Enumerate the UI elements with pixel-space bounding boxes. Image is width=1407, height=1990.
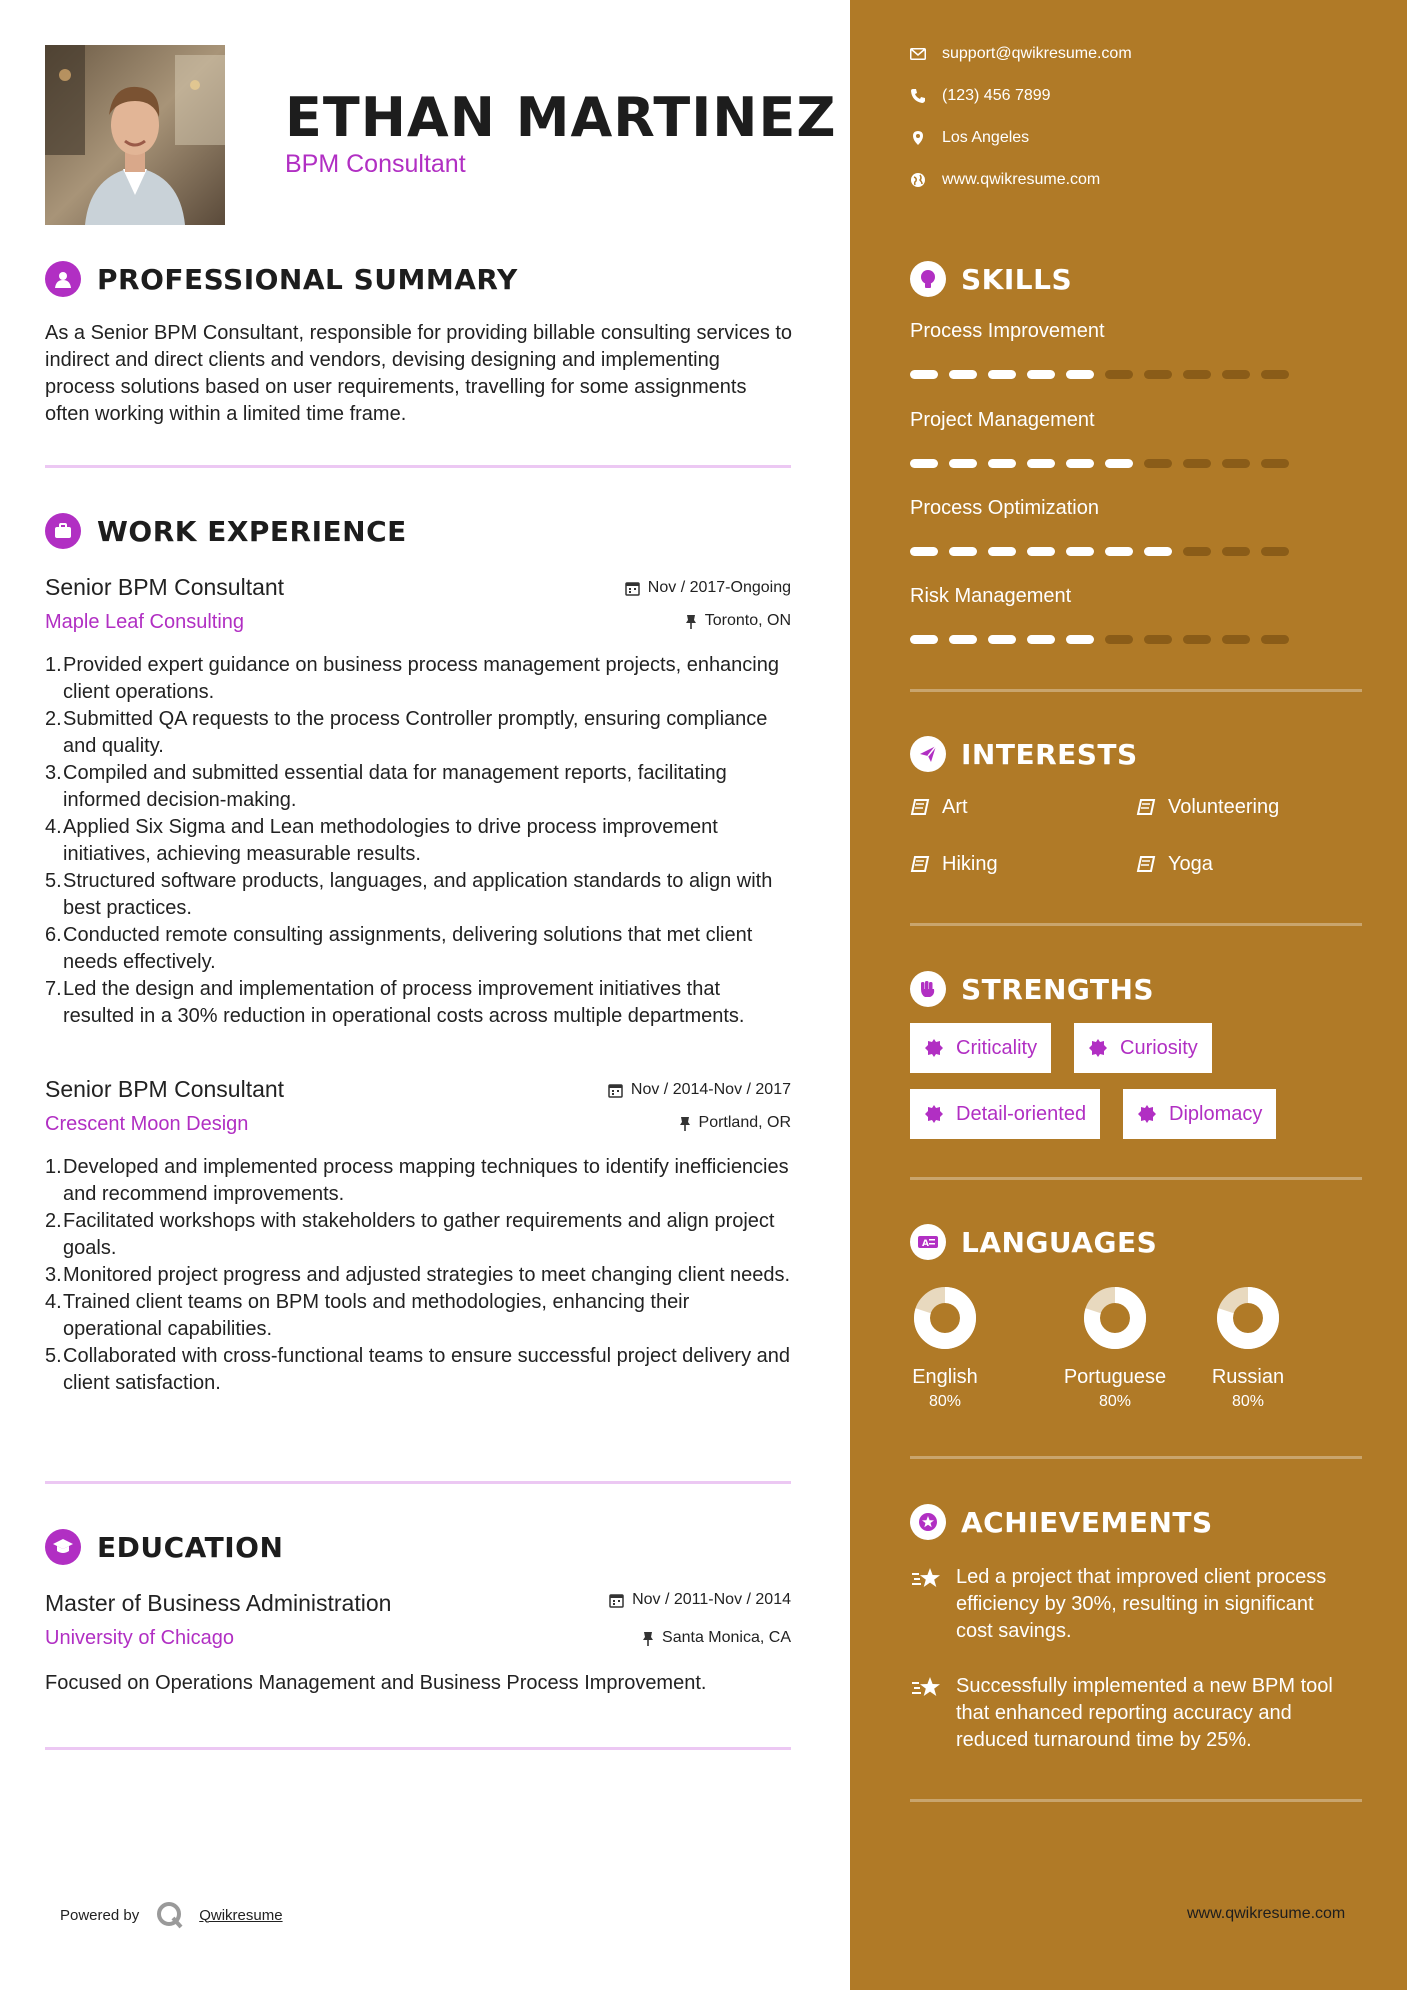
bullet-number: 2. [45,1210,62,1232]
languages-section-header [910,1222,1157,1262]
star-badge-icon [910,1504,946,1540]
job-dates: Nov / 2017-Ongoing [647,579,791,596]
bullet-number: 3. [45,762,62,784]
phone-text: (123) 456 7899 [942,87,1051,104]
skill-segment-filled [1066,635,1094,644]
skill-name: Project Management [910,409,1095,431]
skill-segment-filled [988,547,1016,556]
achievement-text: Successfully implemented a new BPM tool that enhanced reporting accuracy and reduced turnaround time by 25%. [956,1675,1333,1751]
candidate-name: ETHAN MARTINEZ [285,86,837,149]
skill-segment-filled [1027,635,1055,644]
skill-segment-filled [910,635,938,644]
pin-icon [642,1631,654,1646]
bullet-number: 1. [45,654,62,676]
education-description: Focused on Operations Management and Business Process Improvement. [45,1672,707,1694]
skill-level-bar [910,370,1330,379]
skill-name: Process Improvement [910,320,1105,342]
job-dates: Nov / 2014-Nov / 2017 [630,1081,791,1098]
job-location: Toronto, ON [704,612,791,629]
skill-item [910,409,1330,468]
lightbulb-icon [910,261,946,297]
skill-segment-filled [1105,547,1133,556]
skill-segment-filled [988,635,1016,644]
job-company: Maple Leaf Consulting [45,611,245,633]
skill-segment-empty [1261,459,1289,468]
book-icon [910,799,930,817]
contact-phone[interactable] [910,87,1051,105]
language-name: Portuguese [1063,1366,1167,1388]
bullet-item [45,1289,791,1343]
language-name: Russian [1211,1366,1285,1388]
shooting-star-icon [910,1566,946,1592]
skill-segment-empty [1222,635,1250,644]
skill-segment-filled [1066,370,1094,379]
language-proficiency-donut [1082,1285,1148,1351]
skill-level-bar [910,459,1330,468]
strength-label: Detail-oriented [956,1102,1087,1125]
language-name: English [912,1366,978,1388]
skill-segment-filled [988,459,1016,468]
divider [910,923,1362,926]
bullet-text: Monitored project progress and adjusted strategies to meet changing client needs. [63,1264,791,1286]
job-bullets [45,652,791,1030]
interest-item [1136,796,1279,819]
pin-icon [679,1116,691,1131]
skill-segment-filled [910,459,938,468]
contact-email[interactable] [910,45,1132,63]
skill-segment-filled [949,635,977,644]
bullet-text: Trained client teams on BPM tools and methodologies, enhancing their operational capabilities. [63,1291,690,1340]
skill-item [910,585,1330,644]
bullet-text: Led the design and implementation of process improvement initiatives that resulted in a 30% reduction in operational costs across multiple departments. [63,978,745,1027]
skill-segment-empty [1144,459,1172,468]
interest-label: Art [942,796,968,818]
job-company: Crescent Moon Design [45,1113,249,1135]
sidebar [850,0,1407,1990]
education-meta [609,1590,791,1661]
experience-heading: WORK EXPERIENCE [97,514,407,548]
bullet-item [45,976,791,1030]
bullet-item [45,1343,791,1397]
strength-tag [910,1023,1051,1073]
skill-segment-empty [1144,370,1172,379]
divider [910,689,1362,692]
graduation-cap-icon [45,1529,81,1565]
bullet-text: Applied Six Sigma and Lean methodologies to drive process improvement initiatives, achieving measurable results. [63,816,718,865]
bullet-number: 3. [45,1264,62,1286]
achievement-text: Led a project that improved client process efficiency by 30%, resulting in significant cost savings. [956,1566,1327,1642]
skill-segment-filled [949,547,977,556]
skill-segment-empty [1105,370,1133,379]
skill-segment-filled [1144,547,1172,556]
skill-name: Process Optimization [910,497,1099,519]
skill-segment-filled [1027,370,1055,379]
footer-website[interactable]: www.qwikresume.com [1187,1905,1346,1922]
powered-by-label: Powered by [60,1906,140,1924]
contact-location [910,129,1029,147]
skill-segment-filled [949,370,977,379]
achievement-item [910,1564,1350,1645]
job-entry [45,574,791,1030]
education-heading: EDUCATION [97,1530,284,1564]
school: University of Chicago [45,1627,234,1649]
divider [910,1456,1362,1459]
bullet-item [45,760,791,814]
paper-plane-icon [910,736,946,772]
bullet-item [45,922,791,976]
qwikresume-logo-icon [155,1900,185,1930]
skill-name: Risk Management [910,585,1072,607]
skill-level-bar [910,547,1330,556]
skill-segment-empty [1183,370,1211,379]
bullet-item [45,1208,791,1262]
skill-item [910,497,1330,556]
book-icon [910,856,930,874]
bullet-number: 5. [45,1345,62,1367]
strength-label: Criticality [956,1036,1038,1059]
strength-tag [1123,1089,1276,1139]
job-meta [608,1080,791,1146]
skill-segment-filled [1066,547,1094,556]
phone-icon [910,88,926,104]
skill-segment-empty [1105,635,1133,644]
strength-tag [910,1089,1100,1139]
bullet-item [45,814,791,868]
experience-section-header [45,511,407,551]
interests-section-header [910,734,1138,774]
badge-icon [1088,1038,1108,1058]
bullet-number: 4. [45,1291,62,1313]
svg-text:A: A [922,1239,929,1249]
skill-segment-filled [1066,459,1094,468]
bullet-item [45,1154,791,1208]
bullet-text: Facilitated workshops with stakeholders to gather requirements and align project goals. [63,1210,775,1259]
badge-icon [924,1104,944,1124]
job-bullets [45,1154,791,1397]
divider [910,1177,1362,1180]
bullet-item [45,652,791,706]
language-percent: 80% [928,1393,962,1410]
bullet-text: Developed and implemented process mapping techniques to identify inefficiencies and recommend improvements. [63,1156,789,1205]
envelope-icon [910,48,926,60]
skill-segment-empty [1222,459,1250,468]
bullet-number: 2. [45,708,62,730]
shooting-star-icon [910,1675,946,1701]
website-text: www.qwikresume.com [942,171,1101,188]
email-text: support@qwikresume.com [942,45,1132,62]
location-text: Los Angeles [942,129,1030,146]
bullet-number: 1. [45,1156,62,1178]
interest-item [1136,853,1213,876]
education-entry [45,1590,791,1697]
user-icon [45,261,81,297]
skill-segment-empty [1144,635,1172,644]
badge-icon [924,1038,944,1058]
strength-label: Diplomacy [1169,1102,1263,1125]
education-location: Santa Monica, CA [662,1629,791,1646]
skill-segment-filled [910,547,938,556]
interest-item [910,853,998,876]
skill-segment-empty [1261,547,1289,556]
globe-icon [910,172,926,188]
book-icon [1136,856,1156,874]
bullet-text: Submitted QA requests to the process Controller promptly, ensuring compliance and quality. [63,708,768,757]
skills-heading: SKILLS [961,262,1073,296]
education-section-header [45,1527,283,1567]
pin-icon [685,614,697,629]
bullet-text: Compiled and submitted essential data for management reports, facilitating informed decision-making. [63,762,727,811]
calendar-icon [625,581,640,596]
bullet-number: 5. [45,870,62,892]
skill-segment-filled [910,370,938,379]
skill-level-bar [910,635,1330,644]
degree: Master of Business Administration [45,1590,392,1616]
job-entry [45,1076,791,1397]
language-percent: 80% [1231,1393,1265,1410]
calendar-icon [608,1083,623,1098]
interest-label: Yoga [1168,853,1213,875]
contact-website[interactable] [910,171,1100,189]
strength-label: Curiosity [1120,1036,1198,1059]
skill-segment-empty [1183,459,1211,468]
profile-photo [45,45,225,225]
achievement-item [910,1673,1350,1754]
achievements-heading: ACHIEVEMENTS [961,1505,1213,1539]
interest-item [910,796,968,819]
bullet-item [45,868,791,922]
badge-icon [1137,1104,1157,1124]
briefcase-icon [45,513,81,549]
skill-segment-filled [1105,459,1133,468]
languages-heading: LANGUAGES [961,1225,1158,1259]
bullet-item [45,706,791,760]
calendar-icon [609,1593,624,1608]
skill-segment-empty [1261,635,1289,644]
book-icon [1136,799,1156,817]
bullet-text: Conducted remote consulting assignments, delivering solutions that met client needs effectively. [63,924,753,973]
job-meta [625,578,791,644]
language-percent: 80% [1098,1393,1132,1410]
language-item [1050,1285,1180,1411]
skill-item [910,320,1330,379]
job-title: Senior BPM Consultant [45,574,285,600]
strength-tag [1074,1023,1212,1073]
skill-segment-empty [1222,547,1250,556]
education-dates: Nov / 2011-Nov / 2014 [632,1591,791,1608]
divider [45,1481,791,1484]
language-icon [910,1224,946,1260]
candidate-title: BPM Consultant [285,150,466,178]
divider [45,1747,791,1750]
divider [910,1799,1362,1802]
strengths-heading: STRENGTHS [961,972,1155,1006]
language-item [1203,1285,1293,1411]
job-location: Portland, OR [698,1114,791,1131]
bullet-number: 7. [45,978,62,1000]
divider [45,465,791,468]
bullet-text: Provided expert guidance on business process management projects, enhancing client operations. [63,654,779,703]
summary-section-header [45,259,518,299]
skill-segment-filled [949,459,977,468]
bullet-text: Collaborated with cross-functional teams to ensure successful project delivery and client satisfaction. [63,1345,791,1394]
skill-segment-empty [1222,370,1250,379]
language-proficiency-donut [912,1285,978,1351]
bullet-number: 4. [45,816,62,838]
language-proficiency-donut [1215,1285,1281,1351]
skills-section-header [910,259,1072,299]
bullet-number: 6. [45,924,62,946]
fist-icon [910,971,946,1007]
brand-link[interactable]: Qwikresume [199,1906,283,1924]
interests-heading: INTERESTS [961,737,1138,771]
skill-segment-filled [988,370,1016,379]
skill-segment-filled [1027,547,1055,556]
interest-label: Volunteering [1168,796,1280,818]
strengths-section-header [910,969,1154,1009]
skill-segment-filled [1027,459,1055,468]
map-marker-icon [910,130,926,146]
skill-segment-empty [1261,370,1289,379]
skill-segment-empty [1183,635,1211,644]
achievements-section-header [910,1502,1213,1542]
interest-label: Hiking [942,853,998,875]
summary-text: As a Senior BPM Consultant, responsible for providing billable consulting services to indirect and direct clients and vendors, devising designing and implementing process solutions based on user requirements, travelling for some assignments often working within a limited time frame. [45,322,793,425]
bullet-text: Structured software products, languages, and application standards to align with best practices. [63,870,773,919]
bullet-item [45,1262,791,1289]
job-title: Senior BPM Consultant [45,1076,285,1102]
language-item [900,1285,990,1411]
skill-segment-empty [1183,547,1211,556]
powered-by [60,1900,283,1930]
summary-heading: PROFESSIONAL SUMMARY [97,262,518,296]
